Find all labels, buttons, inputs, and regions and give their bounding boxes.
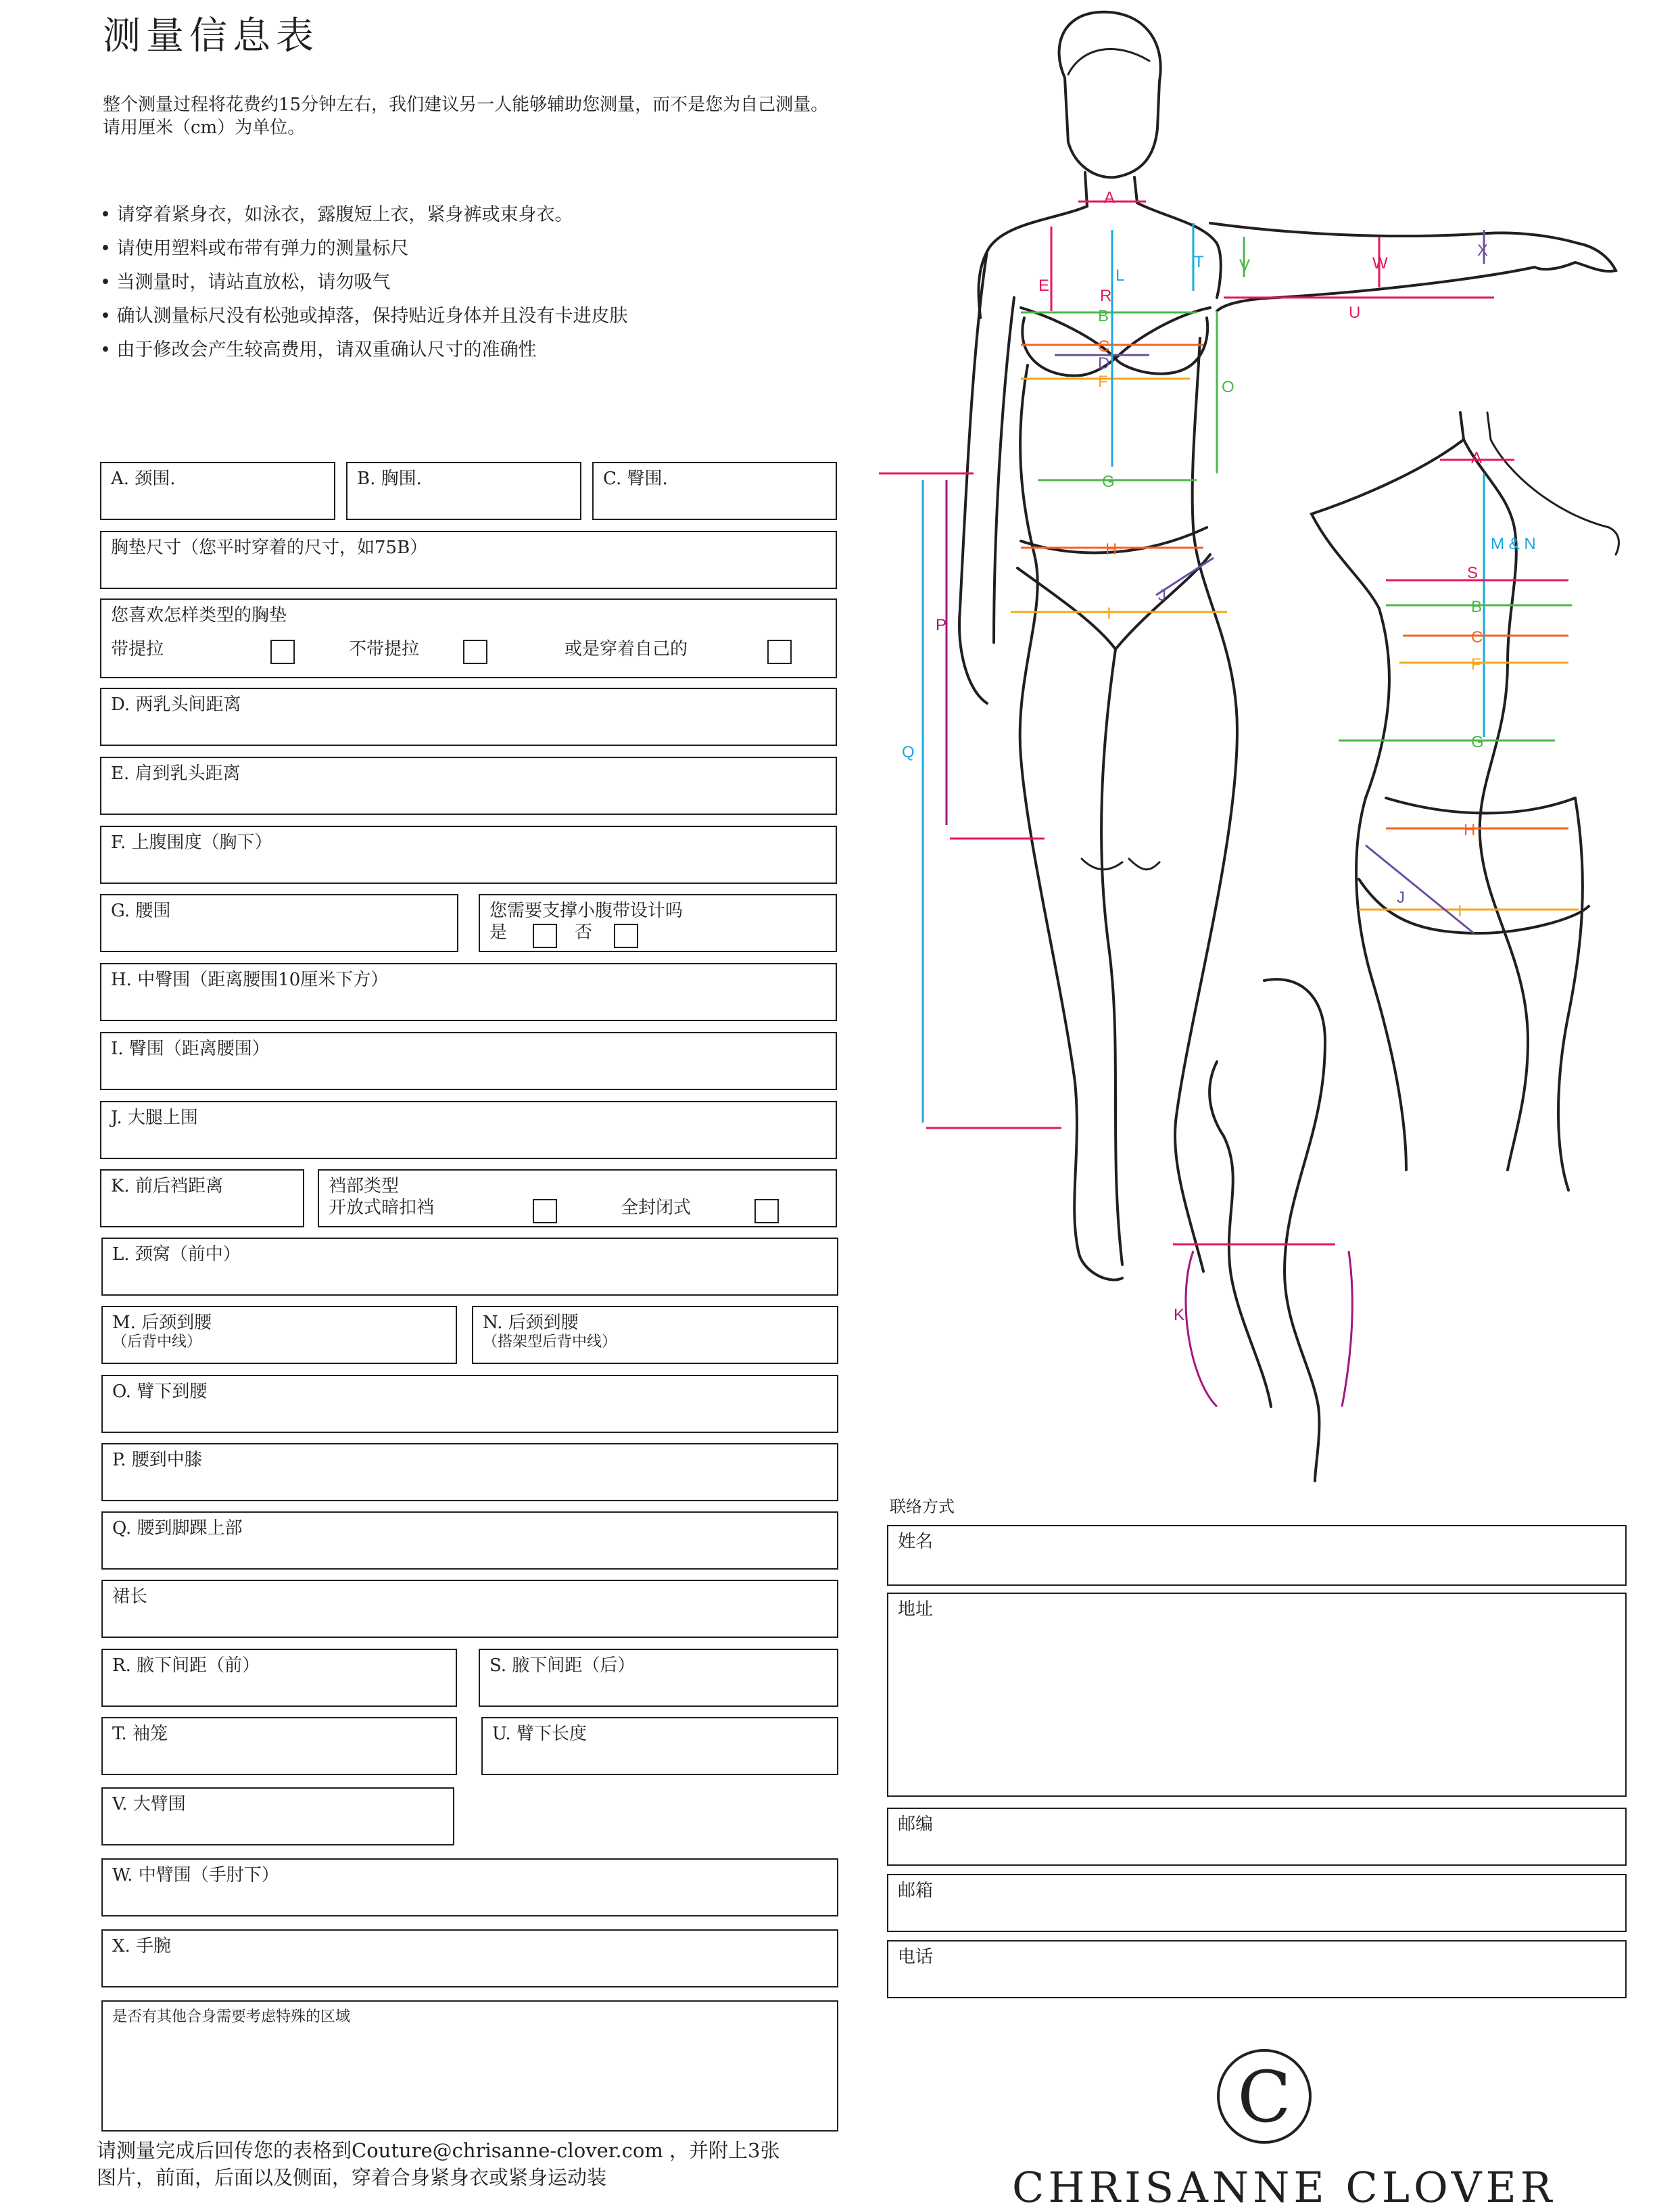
- field-crotch-type: [318, 1169, 837, 1227]
- label-q: Q: [902, 743, 915, 761]
- label-i-back: I: [1458, 902, 1462, 920]
- body-measurement-diagram: [879, 0, 1655, 1488]
- field-waist-ankle[interactable]: [101, 1511, 838, 1570]
- field-label: V. 大臂围: [112, 1794, 186, 1814]
- field-label: Q. 腰到脚踝上部: [112, 1518, 243, 1538]
- contact-email-field[interactable]: [887, 1874, 1627, 1932]
- field-hip-circ[interactable]: [100, 1032, 837, 1090]
- field-label: D. 两乳头间距离: [111, 695, 241, 715]
- field-shoulder-nipple[interactable]: [100, 757, 837, 815]
- field-label: 邮编: [898, 1814, 934, 1835]
- field-waist[interactable]: [100, 894, 458, 952]
- label-f-back: F: [1471, 655, 1481, 674]
- page-title: 测量信息表: [103, 14, 319, 58]
- line-k-front: [1186, 1251, 1217, 1407]
- field-label: P. 腰到中膝: [112, 1450, 202, 1470]
- footer-line-2: 图片，前面，后面以及侧面，穿着合身紧身衣或紧身运动装: [97, 2166, 607, 2189]
- label-b-back: B: [1471, 598, 1483, 616]
- label-c: C: [1098, 337, 1110, 356]
- label-t: T: [1194, 253, 1204, 271]
- field-wrist[interactable]: [101, 1929, 838, 1987]
- intro-line-1: 整个测量过程将花费约15分钟左右，我们建议另一人能够辅助您测量，而不是您为自己测量。: [103, 95, 829, 115]
- field-armpit-front[interactable]: [101, 1649, 457, 1707]
- field-mid-arm[interactable]: [101, 1858, 838, 1916]
- option-label: 开放式暗扣裆: [329, 1198, 435, 1218]
- field-upper-arm[interactable]: [101, 1787, 454, 1845]
- field-label: 您喜欢怎样类型的胸垫: [111, 605, 287, 626]
- label-i: I: [1107, 605, 1111, 623]
- field-underbust[interactable]: [100, 826, 837, 884]
- label-f: F: [1098, 373, 1108, 391]
- field-underarm-length[interactable]: [481, 1717, 838, 1775]
- option-label: 或是穿着自己的: [565, 639, 688, 659]
- label-l: L: [1116, 266, 1125, 285]
- instructions-list: [100, 198, 857, 367]
- instruction-item: • 由于修改会产生较高费用，请双重确认尺寸的准确性: [100, 333, 857, 367]
- field-armpit-back[interactable]: [479, 1649, 838, 1707]
- field-neck[interactable]: [100, 462, 335, 520]
- label-g: G: [1102, 473, 1115, 491]
- field-label: U. 臂下长度: [492, 1724, 587, 1744]
- brand-logo-letter: C: [1237, 2056, 1291, 2138]
- label-d: D: [1098, 354, 1110, 373]
- label-h-back: H: [1464, 821, 1476, 839]
- checkbox-yes[interactable]: [533, 924, 557, 948]
- label-k: K: [1174, 1306, 1185, 1324]
- label-u: U: [1349, 304, 1361, 322]
- field-underarm-waist[interactable]: [101, 1375, 838, 1433]
- field-label: 邮箱: [898, 1881, 934, 1901]
- field-label: A. 颈围.: [111, 469, 176, 489]
- label-mn: M & N: [1491, 535, 1536, 553]
- field-label: L. 颈窝（前中）: [112, 1244, 241, 1265]
- checkbox-own-pad[interactable]: [767, 640, 792, 664]
- checkbox-without-lift[interactable]: [463, 640, 487, 664]
- label-j: J: [1158, 586, 1166, 605]
- option-label: 不带提拉: [349, 639, 420, 659]
- contact-address-field[interactable]: [887, 1593, 1627, 1797]
- field-special-areas[interactable]: [101, 2000, 838, 2132]
- field-nipple-distance[interactable]: [100, 688, 837, 746]
- label-w: W: [1372, 254, 1388, 273]
- label-c-back: C: [1471, 628, 1483, 646]
- field-tummy-support: [479, 894, 837, 952]
- label-j-back: J: [1397, 889, 1405, 907]
- field-label: B. 胸围.: [357, 469, 422, 489]
- option-label: 否: [575, 922, 593, 943]
- field-label: H. 中臀围（距离腰围10厘米下方）: [111, 970, 389, 990]
- field-label: F. 上腹围度（胸下）: [111, 832, 272, 853]
- field-sublabel: （后背中线）: [112, 1334, 202, 1350]
- field-label: 电话: [898, 1947, 934, 1967]
- footer-line-1: 请测量完成后回传您的表格到Couture@chrisanne-clover.com ，并附上3张: [97, 2139, 780, 2162]
- label-r: R: [1100, 287, 1112, 305]
- field-sublabel: （搭架型后背中线）: [483, 1334, 617, 1350]
- field-label: R. 腋下间距（前）: [112, 1655, 260, 1676]
- label-s: S: [1467, 564, 1479, 582]
- line-k-back: [1342, 1251, 1352, 1407]
- field-label: 胸垫尺寸（您平时穿着的尺寸，如75B）: [111, 538, 428, 558]
- option-label: 是: [489, 922, 508, 943]
- field-mid-hip[interactable]: [100, 963, 837, 1021]
- field-label: X. 手腕: [112, 1936, 172, 1956]
- field-waist-knee[interactable]: [101, 1443, 838, 1501]
- field-label: O. 臂下到腰: [112, 1382, 208, 1402]
- checkbox-no[interactable]: [614, 924, 638, 948]
- field-label: 您需要支撑小腹带设计吗: [489, 901, 683, 921]
- label-g-back: G: [1471, 733, 1484, 751]
- brand-name: CHRISANNE CLOVER: [1012, 2163, 1556, 2212]
- label-o: O: [1222, 378, 1234, 396]
- field-label: 是否有其他合身需要考虑特殊的区域: [112, 2008, 351, 2025]
- field-label: N. 后颈到腰: [483, 1313, 579, 1333]
- field-skirt-length[interactable]: [101, 1580, 838, 1638]
- contact-phone-field[interactable]: [887, 1940, 1627, 1998]
- field-bust[interactable]: [346, 462, 581, 520]
- checkbox-open-crotch[interactable]: [533, 1199, 557, 1223]
- field-label: I. 臀围（距离腰围）: [111, 1039, 270, 1059]
- instruction-item: • 当测量时，请站直放松，请勿吸气: [100, 266, 857, 300]
- label-e: E: [1038, 277, 1050, 295]
- field-label: W. 中臂围（手肘下）: [112, 1865, 279, 1885]
- field-label: 裆部类型: [329, 1176, 400, 1196]
- field-label: T. 袖笼: [112, 1724, 168, 1744]
- brand-logo-icon: [1214, 2046, 1315, 2147]
- field-label: 裙长: [112, 1586, 148, 1607]
- label-v: V: [1239, 256, 1251, 275]
- field-label: 姓名: [898, 1532, 934, 1552]
- label-p: P: [936, 616, 947, 634]
- contact-name-field[interactable]: [887, 1525, 1627, 1586]
- field-crotch-length[interactable]: [100, 1169, 304, 1227]
- field-pad-type: [100, 598, 837, 678]
- field-nape-waist-halter[interactable]: [472, 1306, 838, 1364]
- field-armhole[interactable]: [101, 1717, 457, 1775]
- field-label: G. 腰围: [111, 901, 171, 921]
- option-label: 全封闭式: [621, 1198, 692, 1218]
- instruction-item: • 确认测量标尺没有松弛或掉落，保持贴近身体并且没有卡进皮肤: [100, 300, 857, 333]
- intro-line-2: 请用厘米（cm）为单位。: [103, 118, 306, 138]
- field-neck-hollow[interactable]: [101, 1238, 838, 1296]
- option-label: 带提拉: [111, 639, 164, 659]
- field-label: K. 前后裆距离: [111, 1176, 223, 1196]
- field-nape-waist[interactable]: [101, 1306, 457, 1364]
- measurement-letters: [902, 189, 1536, 1324]
- label-x: X: [1477, 241, 1489, 260]
- field-label: E. 肩到乳头距离: [111, 763, 241, 784]
- label-a: A: [1104, 189, 1116, 207]
- footer-note: [97, 2137, 854, 2191]
- contact-zip-field[interactable]: [887, 1808, 1627, 1866]
- instruction-item: • 请使用塑料或布带有弹力的测量标尺: [100, 232, 857, 266]
- label-h: H: [1105, 540, 1118, 559]
- contact-heading: 联络方式: [890, 1497, 955, 1516]
- field-hip[interactable]: [592, 462, 837, 520]
- field-upper-thigh[interactable]: [100, 1101, 837, 1159]
- checkbox-with-lift[interactable]: [270, 640, 295, 664]
- label-b: B: [1098, 307, 1109, 325]
- intro-text: [103, 93, 846, 139]
- field-pad-size[interactable]: [100, 531, 837, 589]
- field-label: C. 臀围.: [603, 469, 668, 489]
- label-a-back: A: [1471, 449, 1483, 467]
- field-label: S. 腋下间距（后）: [489, 1655, 635, 1676]
- field-label: M. 后颈到腰: [112, 1313, 212, 1333]
- body-outline: [959, 12, 1618, 1481]
- field-label: J. 大腿上围: [111, 1108, 198, 1128]
- checkbox-closed-crotch[interactable]: [754, 1199, 779, 1223]
- instruction-item: • 请穿着紧身衣，如泳衣，露腹短上衣，紧身裤或束身衣。: [100, 198, 857, 232]
- field-label: 地址: [898, 1599, 934, 1620]
